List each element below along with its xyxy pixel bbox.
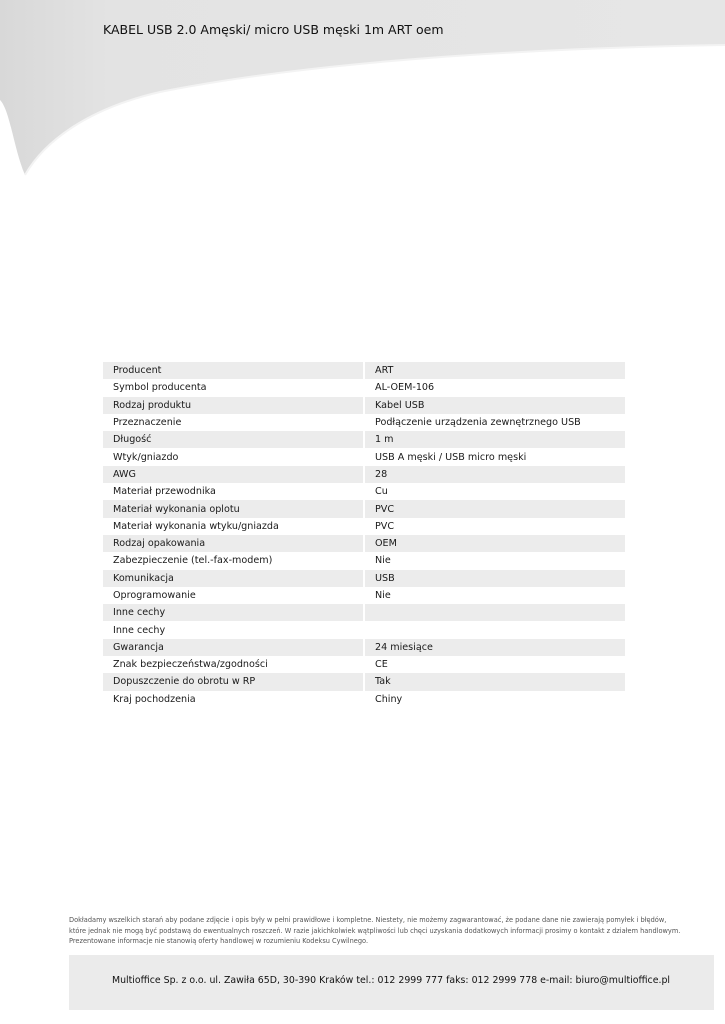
spec-label: Kraj pochodzenia [103,691,363,708]
disclaimer-line: Prezentowane informacje nie stanowią oferty handlowej w rozumieniu Kodeksu Cywilnego. [69,937,369,945]
spec-label: Inne cechy [103,621,363,638]
spec-row [103,673,625,690]
spec-table [103,362,625,708]
spec-row [103,483,625,500]
spec-value: AL-OEM-106 [365,379,625,396]
spec-label: Wtyk/gniazdo [103,448,363,465]
spec-value: 1 m [365,431,625,448]
spec-row [103,362,625,379]
spec-value: Kabel USB [365,397,625,414]
spec-label: Symbol producenta [103,379,363,396]
spec-value [365,621,625,638]
spec-value: 24 miesiące [365,639,625,656]
spec-value: Podłączenie urządzenia zewnętrznego USB [365,414,625,431]
spec-label: Producent [103,362,363,379]
spec-value: Cu [365,483,625,500]
spec-value: USB [365,570,625,587]
spec-row [103,448,625,465]
spec-value: PVC [365,500,625,517]
spec-row [103,587,625,604]
spec-value: OEM [365,535,625,552]
spec-value: CE [365,656,625,673]
spec-label: Rodzaj produktu [103,397,363,414]
spec-label: Materiał wykonania oplotu [103,500,363,517]
spec-row [103,691,625,708]
spec-value: Nie [365,552,625,569]
disclaimer [69,915,689,947]
product-title: KABEL USB 2.0 Amęski/ micro USB męski 1m ART oem [103,22,444,37]
spec-row [103,466,625,483]
spec-value [365,604,625,621]
spec-value: Chiny [365,691,625,708]
spec-label: AWG [103,466,363,483]
spec-row [103,639,625,656]
spec-value: Tak [365,673,625,690]
disclaimer-line: które jednak nie mogą być podstawą do ewentualnych roszczeń. W razie jakichkolwiek wątpliwości lub chęci uzyskania dodatkowych informacji prosimy o kontakt z działem handlowym. [69,926,681,935]
spec-label: Znak bezpieczeństwa/zgodności [103,656,363,673]
spec-label: Rodzaj opakowania [103,535,363,552]
spec-row [103,379,625,396]
spec-row [103,552,625,569]
spec-label: Materiał przewodnika [103,483,363,500]
spec-row [103,604,625,621]
spec-row [103,518,625,535]
spec-value: Nie [365,587,625,604]
spec-row [103,500,625,517]
spec-label: Inne cechy [103,604,363,621]
spec-label: Materiał wykonania wtyku/gniazda [103,518,363,535]
spec-table-body [103,362,625,708]
spec-row [103,570,625,587]
spec-value: ART [365,362,625,379]
footer-contact: Multioffice Sp. z o.o. ul. Zawiła 65D, 30-390 Kraków tel.: 012 2999 777 faks: 012 2999 778 e-mail: biuro@multioffice.pl [112,975,671,986]
spec-value: 28 [365,466,625,483]
disclaimer-line: Dokładamy wszelkich starań aby podane zdjęcie i opis były w pełni prawidłowe i kompletne. Niestety, nie możemy zagwarantować, że podane dane nie zawierają pomyłek i błędów, [69,916,667,924]
spec-value: USB A męski / USB micro męski [365,448,625,465]
spec-row [103,656,625,673]
spec-label: Zabezpieczenie (tel.-fax-modem) [103,552,363,569]
spec-label: Długość [103,431,363,448]
spec-label: Komunikacja [103,570,363,587]
spec-label: Dopuszczenie do obrotu w RP [103,673,363,690]
spec-label: Oprogramowanie [103,587,363,604]
footer [69,955,714,1010]
spec-label: Gwarancja [103,639,363,656]
spec-row [103,535,625,552]
spec-row [103,431,625,448]
spec-label: Przeznaczenie [103,414,363,431]
spec-value: PVC [365,518,625,535]
spec-row [103,414,625,431]
spec-row [103,621,625,638]
spec-row [103,397,625,414]
